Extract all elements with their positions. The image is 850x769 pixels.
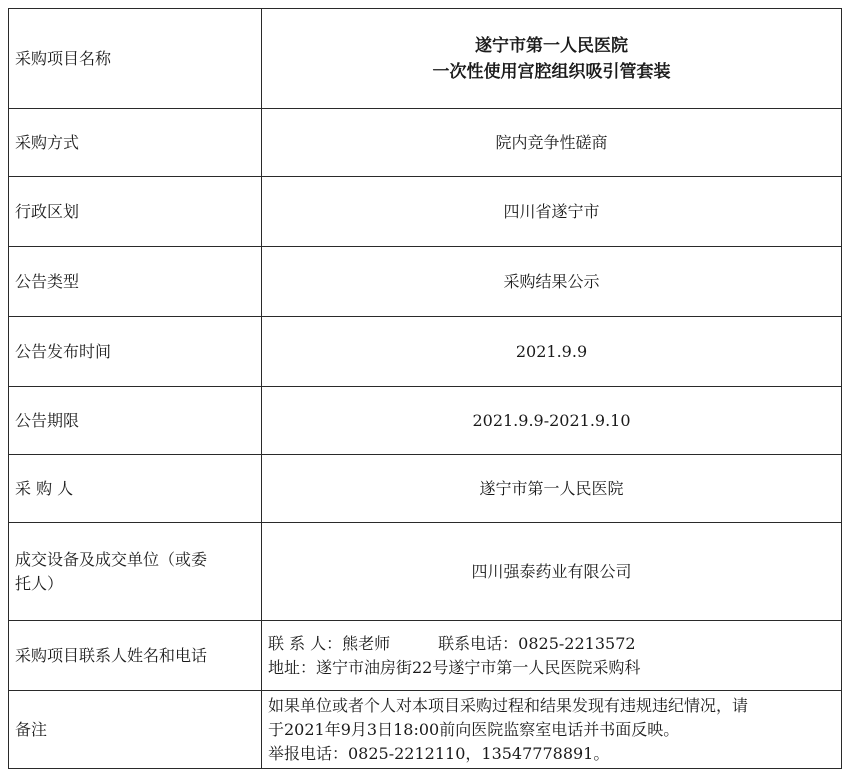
table-row	[9, 317, 842, 387]
row-value-project-name	[262, 9, 842, 109]
row-label-project-name: 采购项目名称	[9, 9, 262, 109]
row-value-region: 四川省遂宁市	[262, 177, 842, 247]
row-value-procurement-method: 院内竞争性磋商	[262, 109, 842, 177]
procurement-result-table	[8, 8, 842, 769]
row-value-notice-period: 2021.9.9-2021.9.10	[262, 387, 842, 455]
table-row	[9, 109, 842, 177]
row-label-region: 行政区划	[9, 177, 262, 247]
row-label-remarks: 备注	[9, 691, 262, 769]
table-row	[9, 247, 842, 317]
project-name-line-1: 遂宁市第一人民医院	[475, 35, 628, 56]
row-value-notice-type: 采购结果公示	[262, 247, 842, 317]
row-label-notice-type: 公告类型	[9, 247, 262, 317]
row-label-publish-date: 公告发布时间	[9, 317, 262, 387]
remarks-line-2: 于2021年9月3日18:00前向医院监察室电话并书面反映。	[268, 719, 680, 739]
row-label-purchaser: 采 购 人	[9, 455, 262, 523]
remarks-line-1: 如果单位或者个人对本项目采购过程和结果发现有违规违纪情况，请	[268, 695, 749, 715]
contact-address: 地址：遂宁市油房街22号遂宁市第一人民医院采购科	[268, 657, 641, 677]
table-row	[9, 455, 842, 523]
winning-supplier-label-line-1: 成交设备及成交单位（或委	[15, 549, 208, 569]
table-row	[9, 177, 842, 247]
table-row	[9, 9, 842, 109]
row-value-contact	[262, 621, 842, 691]
row-value-winning-supplier: 四川强泰药业有限公司	[262, 523, 842, 621]
row-label-notice-period: 公告期限	[9, 387, 262, 455]
table-row	[9, 621, 842, 691]
row-value-purchaser: 遂宁市第一人民医院	[262, 455, 842, 523]
project-name-line-2: 一次性使用宫腔组织吸引管套装	[432, 61, 671, 82]
remarks-line-3: 举报电话：0825-2212110，13547778891。	[268, 743, 610, 763]
table-row	[9, 387, 842, 455]
row-value-publish-date: 2021.9.9	[262, 317, 842, 387]
row-label-contact: 采购项目联系人姓名和电话	[9, 621, 262, 691]
contact-person-phone: 联 系 人：熊老师 联系电话：0825-2213572	[268, 633, 636, 653]
table-row	[9, 523, 842, 621]
winning-supplier-label-line-2: 托人）	[15, 573, 64, 593]
row-label-winning-supplier	[9, 523, 262, 621]
row-label-procurement-method: 采购方式	[9, 109, 262, 177]
